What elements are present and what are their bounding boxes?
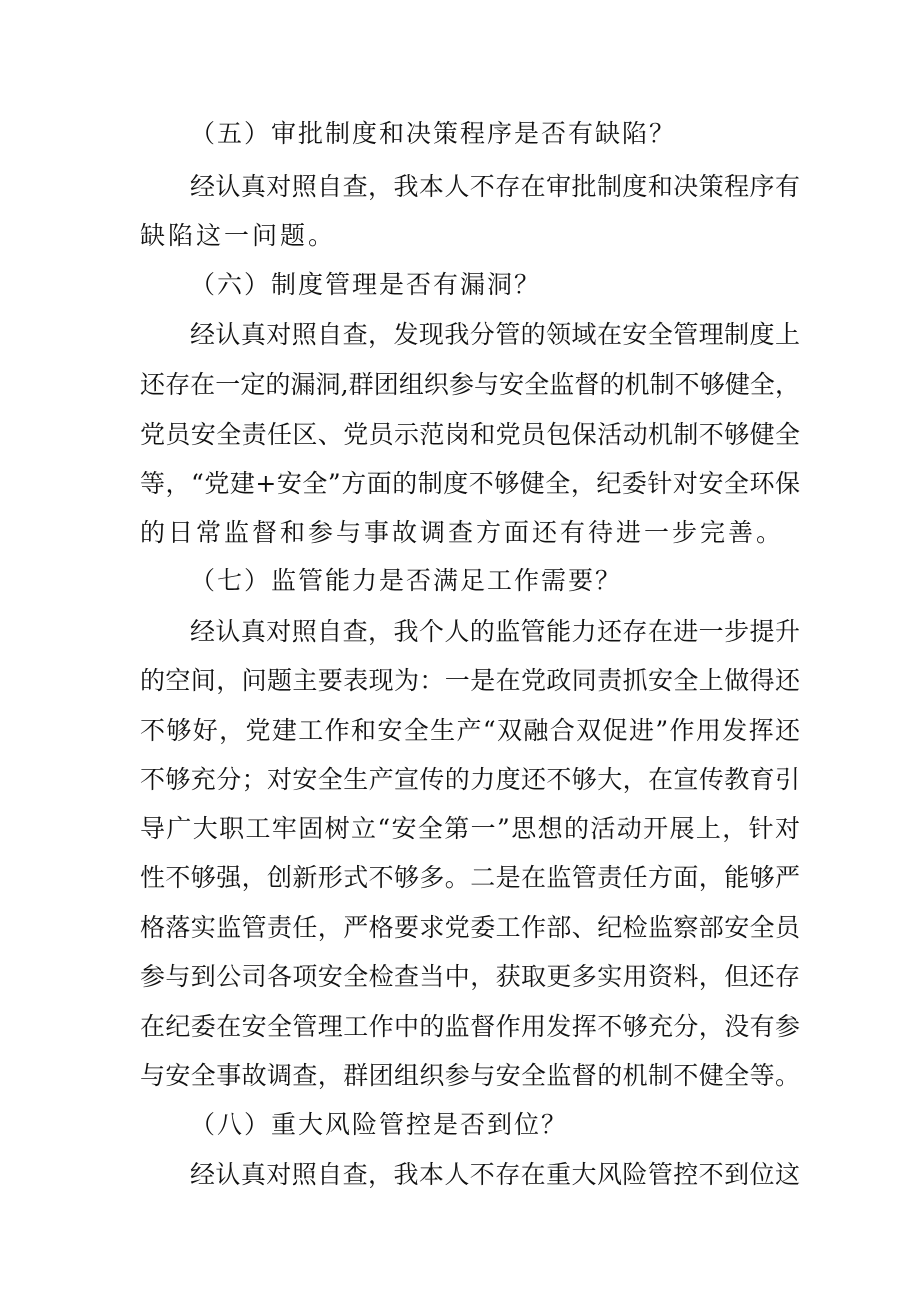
- paragraph-line: 不够充分；对安全生产宣传的力度还不够大，在宣传教育引: [140, 765, 800, 794]
- paragraph-line: 的日常监督和参与事故调查方面还有待进一步完善。: [140, 518, 785, 547]
- section-heading: （七）监管能力是否满足工作需要？: [190, 566, 623, 595]
- paragraph-line: 经认真对照自查，我个人的监管能力还存在进一步提升: [190, 617, 800, 646]
- paragraph-line: 不够好，党建工作和安全生产“双融合双促进”作用发挥还: [140, 716, 800, 745]
- paragraph-line: 党员安全责任区、党员示范岗和党员包保活动机制不够健全: [140, 420, 800, 449]
- paragraph-line: 导广大职工牢固树立“安全第一”思想的活动开展上，针对: [140, 814, 800, 843]
- section-heading: （五）审批制度和决策程序是否有缺陷？: [190, 119, 677, 148]
- section-heading: （八）重大风险管控是否到位？: [190, 1110, 569, 1139]
- paragraph-line: 在纪委在安全管理工作中的监督作用发挥不够充分，没有参: [140, 1012, 800, 1041]
- paragraph-line: 缺陷这一问题。: [140, 221, 337, 250]
- paragraph-line: 性不够强，创新形式不够多。二是在监管责任方面，能够严: [140, 863, 800, 892]
- paragraph-line: 经认真对照自查，我本人不存在审批制度和决策程序有: [190, 172, 800, 201]
- paragraph-line: 与安全事故调查，群团组织参与安全监督的机制不健全等。: [140, 1061, 800, 1090]
- paragraph-line: 的空间，问题主要表现为：一是在党政同责抓安全上做得还: [140, 666, 800, 695]
- paragraph-line: 格落实监管责任，严格要求党委工作部、纪检监察部安全员: [140, 913, 800, 942]
- paragraph-line: 经认真对照自查，发现我分管的领域在安全管理制度上: [190, 320, 800, 349]
- paragraph-line: 参与到公司各项安全检查当中，获取更多实用资料，但还存: [140, 962, 800, 991]
- section-heading: （六）制度管理是否有漏洞？: [190, 270, 542, 299]
- paragraph-line: 等，“党建+安全”方面的制度不够健全，纪委针对安全环保: [140, 469, 800, 498]
- paragraph-line: 经认真对照自查，我本人不存在重大风险管控不到位这: [190, 1160, 800, 1189]
- paragraph-line: 还存在一定的漏洞,群团组织参与安全监督的机制不够健全，: [140, 370, 800, 399]
